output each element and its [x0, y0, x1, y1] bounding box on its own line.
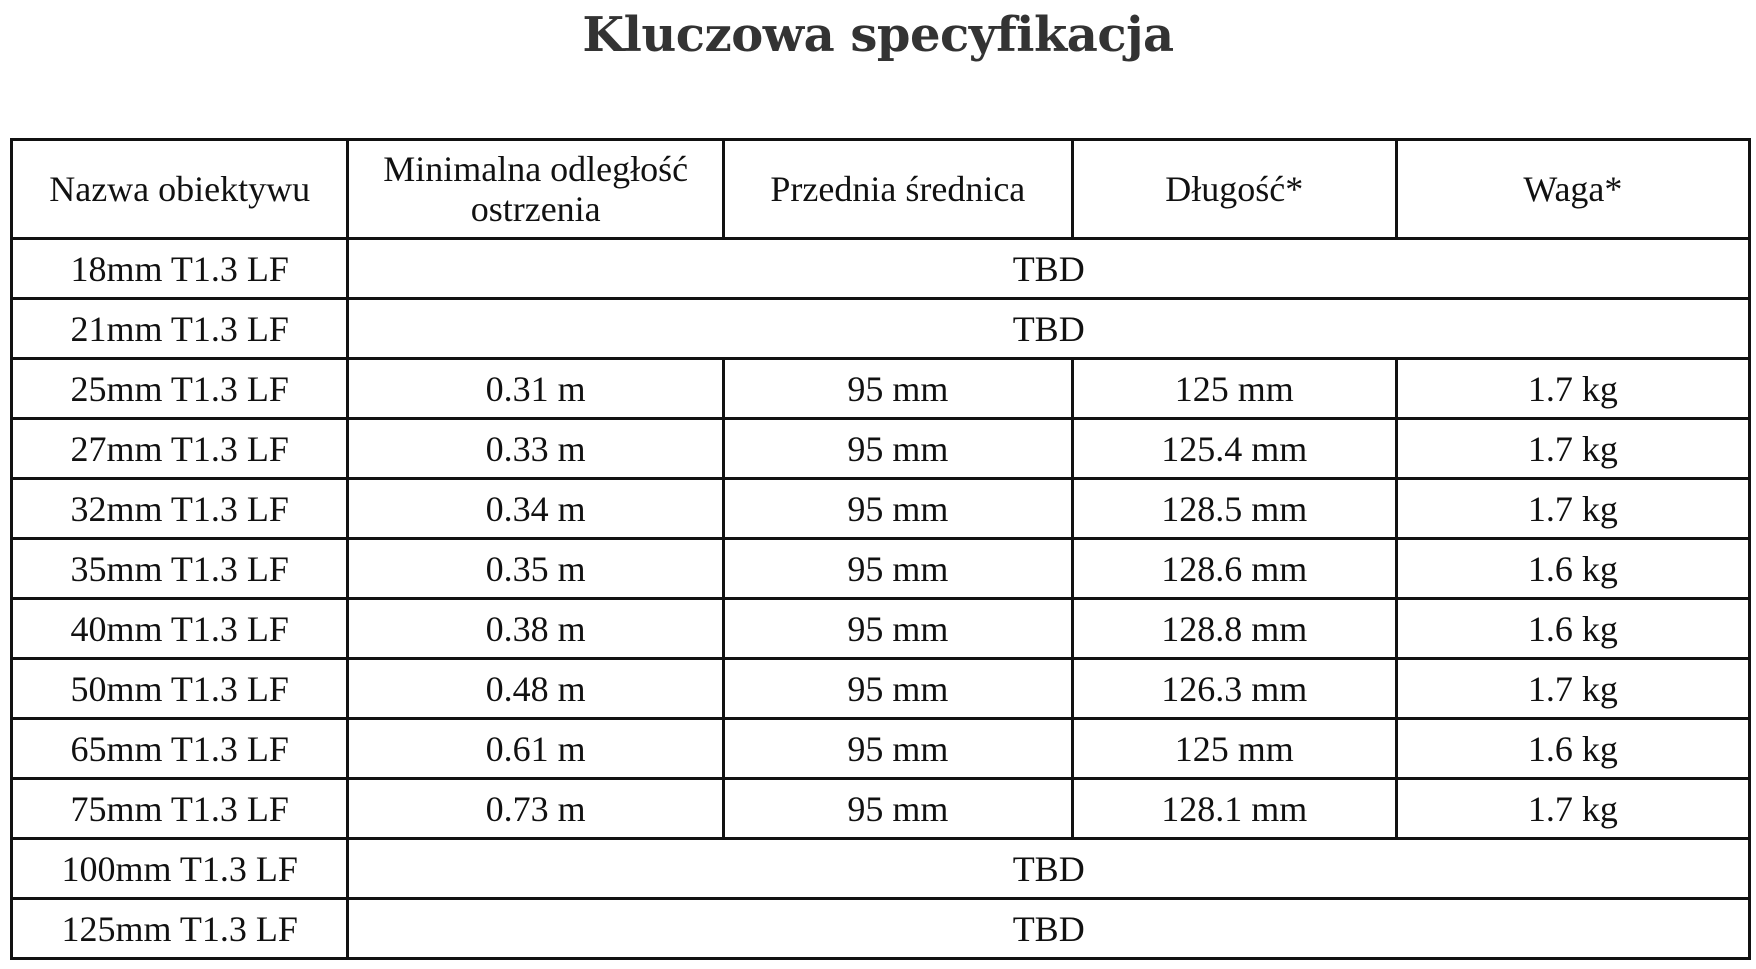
spec-table-body [12, 239, 1750, 959]
table-row [12, 479, 1750, 539]
front-diameter-cell: 95 mm [724, 599, 1073, 659]
min-focus-distance-cell: 0.48 m [348, 659, 724, 719]
length-cell: 128.1 mm [1072, 779, 1396, 839]
front-diameter-cell: 95 mm [724, 479, 1073, 539]
min-focus-distance-cell: 0.35 m [348, 539, 724, 599]
lens-name-cell: 25mm T1.3 LF [12, 359, 348, 419]
table-row [12, 899, 1750, 959]
weight-cell: 1.7 kg [1396, 479, 1749, 539]
length-cell: 125 mm [1072, 359, 1396, 419]
lens-name-cell: 32mm T1.3 LF [12, 479, 348, 539]
length-cell: 126.3 mm [1072, 659, 1396, 719]
lens-name-cell: 50mm T1.3 LF [12, 659, 348, 719]
lens-name-cell: 18mm T1.3 LF [12, 239, 348, 299]
header-row [12, 140, 1750, 239]
header-weight: Waga* [1396, 140, 1749, 239]
spec-table [10, 138, 1751, 960]
length-cell: 128.6 mm [1072, 539, 1396, 599]
front-diameter-cell: 95 mm [724, 359, 1073, 419]
lens-name-cell: 65mm T1.3 LF [12, 719, 348, 779]
length-cell: 125.4 mm [1072, 419, 1396, 479]
table-row [12, 419, 1750, 479]
weight-cell: 1.7 kg [1396, 419, 1749, 479]
table-row [12, 719, 1750, 779]
page-title: Kluczowa specyfikacja [582, 7, 1174, 63]
weight-cell: 1.6 kg [1396, 719, 1749, 779]
header-length: Długość* [1072, 140, 1396, 239]
min-focus-distance-cell: 0.31 m [348, 359, 724, 419]
tbd-cell: TBD [348, 839, 1750, 899]
weight-cell: 1.7 kg [1396, 779, 1749, 839]
table-row [12, 299, 1750, 359]
tbd-cell: TBD [348, 899, 1750, 959]
min-focus-distance-cell: 0.61 m [348, 719, 724, 779]
table-row [12, 359, 1750, 419]
length-cell: 128.5 mm [1072, 479, 1396, 539]
lens-name-cell: 100mm T1.3 LF [12, 839, 348, 899]
header-min-focus-distance: Minimalna odległość ostrzenia [348, 140, 724, 239]
weight-cell: 1.6 kg [1396, 539, 1749, 599]
lens-name-cell: 21mm T1.3 LF [12, 299, 348, 359]
front-diameter-cell: 95 mm [724, 719, 1073, 779]
min-focus-distance-cell: 0.38 m [348, 599, 724, 659]
table-row [12, 839, 1750, 899]
front-diameter-cell: 95 mm [724, 419, 1073, 479]
header-front-diameter: Przednia średnica [724, 140, 1073, 239]
spec-table-header [12, 140, 1750, 239]
tbd-cell: TBD [348, 239, 1750, 299]
table-row [12, 239, 1750, 299]
tbd-cell: TBD [348, 299, 1750, 359]
header-lens-name: Nazwa obiektywu [12, 140, 348, 239]
lens-name-cell: 40mm T1.3 LF [12, 599, 348, 659]
min-focus-distance-cell: 0.33 m [348, 419, 724, 479]
front-diameter-cell: 95 mm [724, 659, 1073, 719]
table-row [12, 539, 1750, 599]
length-cell: 128.8 mm [1072, 599, 1396, 659]
weight-cell: 1.7 kg [1396, 659, 1749, 719]
lens-name-cell: 125mm T1.3 LF [12, 899, 348, 959]
table-row [12, 659, 1750, 719]
min-focus-distance-cell: 0.34 m [348, 479, 724, 539]
min-focus-distance-cell: 0.73 m [348, 779, 724, 839]
table-row [12, 599, 1750, 659]
lens-name-cell: 75mm T1.3 LF [12, 779, 348, 839]
front-diameter-cell: 95 mm [724, 779, 1073, 839]
lens-name-cell: 35mm T1.3 LF [12, 539, 348, 599]
weight-cell: 1.7 kg [1396, 359, 1749, 419]
length-cell: 125 mm [1072, 719, 1396, 779]
weight-cell: 1.6 kg [1396, 599, 1749, 659]
front-diameter-cell: 95 mm [724, 539, 1073, 599]
lens-name-cell: 27mm T1.3 LF [12, 419, 348, 479]
table-row [12, 779, 1750, 839]
